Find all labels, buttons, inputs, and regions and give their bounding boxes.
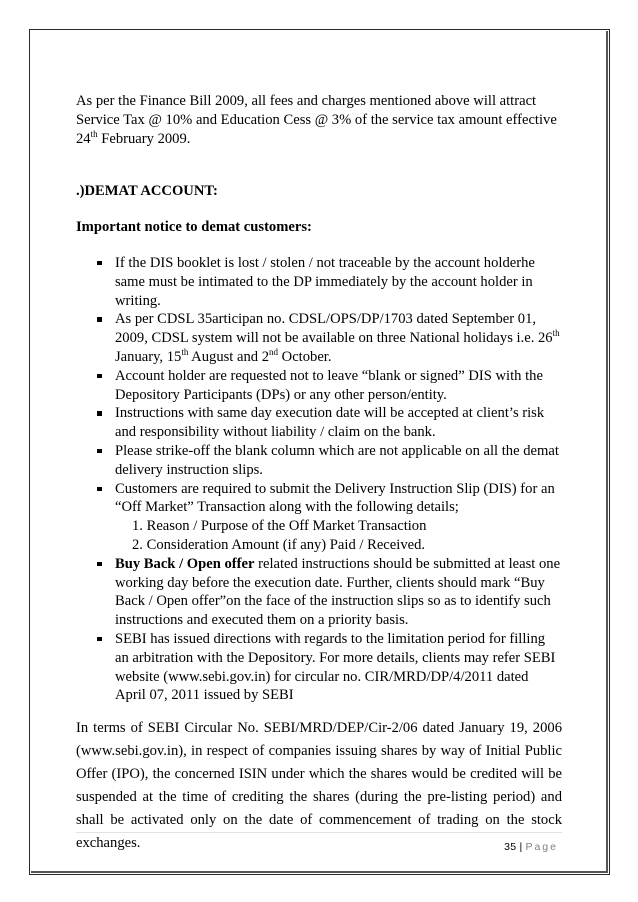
list-item (76, 367, 562, 405)
notice-list (76, 254, 562, 705)
ordinal-suffix: th (181, 347, 189, 358)
list-item-text: August and 2 (188, 348, 270, 365)
ordinal-suffix: th (552, 328, 560, 339)
service-tax-note (76, 92, 562, 148)
off-market-details-list (115, 517, 562, 555)
sub-list-item: 2. Consideration Amount (if any) Paid / Received. (132, 536, 426, 553)
list-item (76, 480, 562, 555)
ordinal-suffix: nd (269, 347, 279, 358)
list-item-text: Customers are required to submit the Delivery Instruction Slip (DIS) for an “Off Market” Transaction along with the following details; (115, 480, 555, 516)
footer-divider (76, 832, 562, 833)
list-item-text: Instructions with same day execution date will be accepted at client’s risk and responsibility without liability / claim on the bank. (115, 405, 545, 441)
list-item-text: As per CDSL 35articipan no. CDSL/OPS/DP/1703 dated September 01, 2009, CDSL system will not be available on three National holidays i.e. 26 (115, 311, 553, 347)
buy-back-label: Buy Back / Open offer (115, 555, 255, 572)
page-footer (504, 841, 558, 853)
list-item (76, 254, 562, 310)
notice-heading: Important notice to demat customers: (76, 219, 312, 236)
sub-list-item: 1. Reason / Purpose of the Off Market Transaction (132, 518, 427, 535)
list-item (76, 442, 562, 480)
page-number: 35 (504, 841, 517, 853)
section-heading-demat: .)DEMAT ACCOUNT: (76, 183, 218, 200)
page-label: Page (525, 841, 558, 853)
list-item (76, 555, 562, 630)
list-item-text: January, 15 (115, 348, 182, 365)
list-item (76, 630, 562, 705)
footer-separator: | (519, 841, 523, 853)
list-item-text: If the DIS booklet is lost / stolen / not traceable by the account holderhe same must be intimated to the DP immediately by the account holder in writing. (115, 254, 535, 309)
list-item-text: Please strike-off the blank column which are not applicable on all the demat delivery instruction slips. (115, 442, 559, 478)
list-item-text: related instructions should be submitted at least one working day before the execution date. Further, clients should mark “Buy Back / Open offer”on the face of the instruction slips so as to identify such instructions and executed them on a priority basis. (115, 555, 561, 629)
list-item (76, 404, 562, 442)
ipo-circular-paragraph: In terms of SEBI Circular No. SEBI/MRD/DEP/Cir-2/06 dated January 19, 2006 (www.sebi.gov.in), in respect of companies issuing shares by way of Initial Public Offer (IPO), the concerned ISIN under which the shares would be credited will be suspended at the time of crediting the shares (during the pre-listing period) and shall be activated only on the date of commencement of trading on the stock exchanges. (76, 720, 562, 852)
list-item-text: Account holder are requested not to leave “blank or signed” DIS with the Depository Participants (DPs) or any other person/entity. (115, 367, 543, 403)
service-tax-date: February 2009. (97, 130, 191, 147)
list-item (76, 310, 562, 366)
list-item-text: SEBI has issued directions with regards to the limitation period for filling an arbitration with the Depository. For more details, clients may refer SEBI website (www.sebi.gov.in) for circular no. CIR/MRD/DP/4/2011 dated April 07, 2011 issued by SEBI (115, 630, 556, 704)
list-item-text: October. (278, 348, 332, 365)
ordinal-suffix: th (90, 128, 98, 139)
service-tax-text: As per the Finance Bill 2009, all fees and charges mentioned above will attract Service Tax @ 10% and Education Cess @ 3% of the service tax amount effective 24 (76, 93, 557, 147)
document-body (76, 92, 562, 855)
